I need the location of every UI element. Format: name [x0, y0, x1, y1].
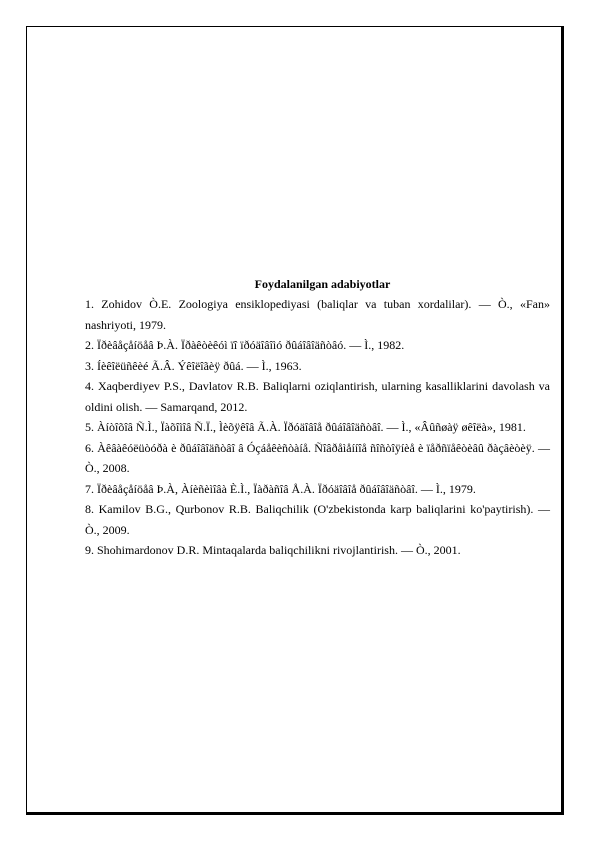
reference-item: 8. Kamilov B.G., Qurbonov R.B. Baliqchilik (O'zbekistonda karp baliqlarini ko'paytirish). — Ò., 2009.	[85, 502, 550, 537]
references-heading: Foydalanilgan adabiyotlar	[254, 277, 391, 291]
reference-item: 9. Shohimardonov D.R. Mintaqalarda baliqchilikni rivojlantirish. — Ò., 2001.	[85, 543, 461, 557]
reference-item: 5. Àíòîõîâ Ñ.Ì., Ïàõîìîâ Ñ.Ï., Ìèõÿêîâ Ã.À. Ïðóäîâîå ðûáîâîäñòâî. — Ì., «Âûñøàÿ øêîëà», 1981.	[85, 420, 526, 434]
reference-item: 4. Xaqberdiyev P.S., Davlatov R.B. Baliqlarni oziqlantirish, ularning kasalliklarini davolash va oldini olish. — Samarqand, 2012.	[85, 379, 550, 414]
references-list	[85, 294, 550, 561]
reference-item: 3. Íèêîëüñêèé Ã.Â. Ýêîëîãèÿ ðûá. — Ì., 1963.	[85, 358, 302, 373]
reference-item: 7. Ïðèâåçåíöåâ Þ.À, Àíèñèìîâà È.Ì., Ïàðàñîâ Å.À. Ïðóäîâîå ðûáîâîäñòâî. — Ì., 1979.	[85, 481, 476, 496]
reference-item: 6. Àêâàêóëüòóðà è ðûáîâîäñòâî â Óçáåêèñòàíå. Ñîâðåìåííîå ñîñòîÿíèå è ïåðñïåêòèâû ðàçâèòèÿ. — Ò., 2008.	[85, 440, 550, 475]
reference-item: 2. Ïðèâåçåíöåâ Þ.À. Ïðàêòèêóì ïî ïðóäîâîìó ðûáîâîäñòâó. — Ì., 1982.	[85, 338, 405, 352]
reference-item: 1. Zohidov Ò.E. Zoologiya ensiklopediyasi (baliqlar va tuban xordalilar). — Ò., «Fan» nashriyoti, 1979.	[85, 297, 550, 332]
document-body	[85, 274, 550, 561]
